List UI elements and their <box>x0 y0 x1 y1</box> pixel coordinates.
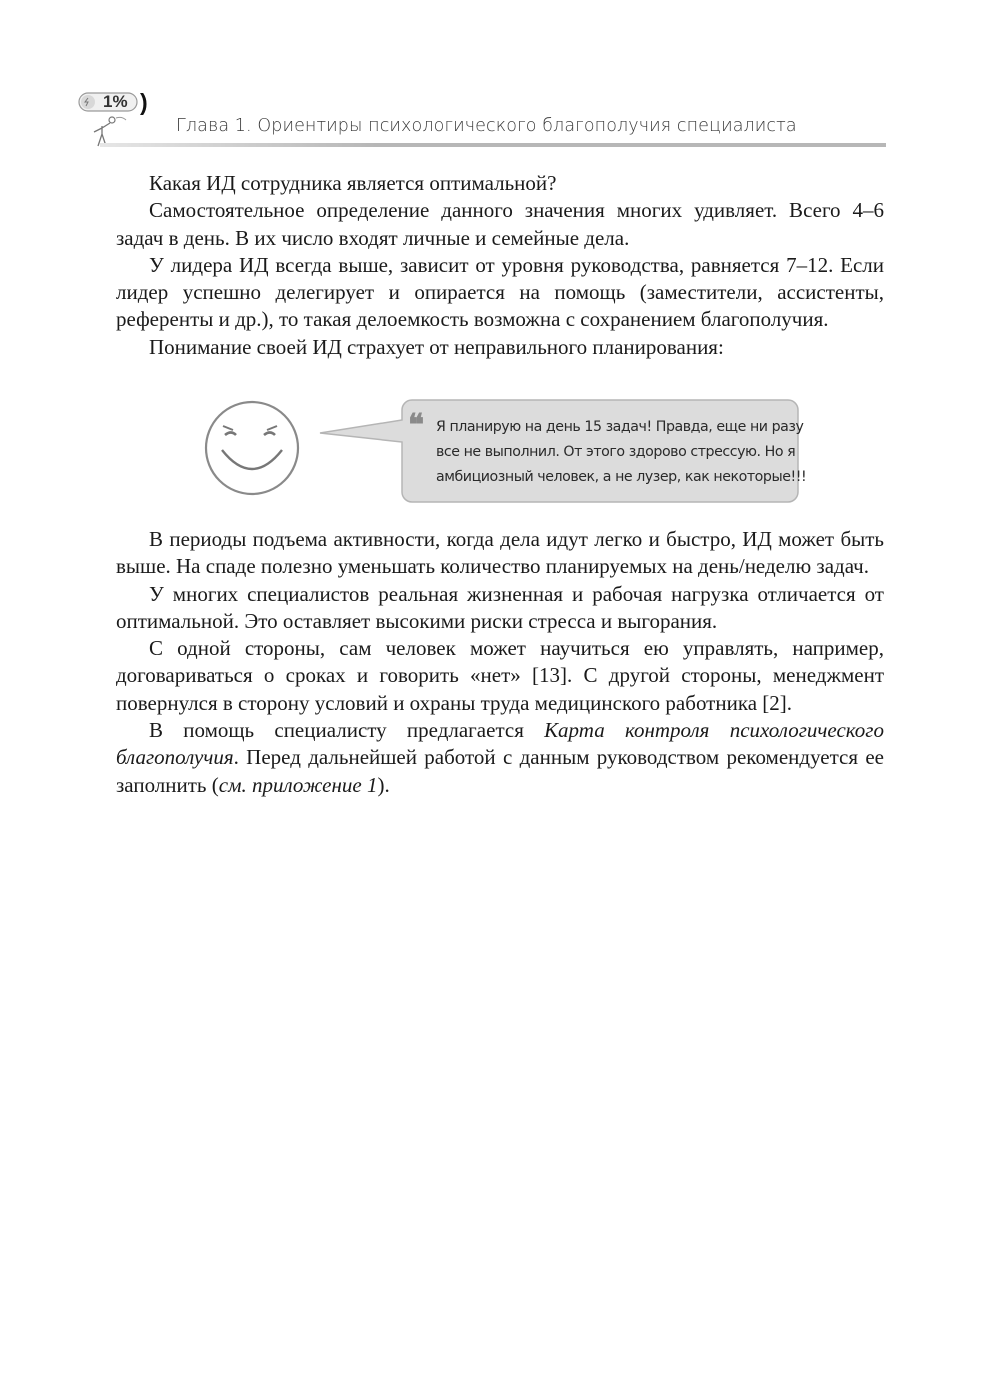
paragraph: Какая ИД сотрудника является оптимальной? <box>149 171 557 195</box>
text-run: . Перед дальнейшей работой с данным руководством рекомендуется ее заполнить ( <box>116 745 884 797</box>
page-header <box>76 88 886 150</box>
percent-badge <box>78 89 148 115</box>
paragraph <box>116 717 884 799</box>
speech-line: Я планирую на день 15 задач! Правда, еще ни разу <box>436 419 804 435</box>
paragraph: В периоды подъема активности, когда дела идут легко и быстро, ИД может быть выше. На спаде полезно уменьшать количество планируемых на день/неделю задач. <box>116 527 884 579</box>
quote-mark-icon: ❝ <box>408 408 425 443</box>
paragraph: С одной стороны, сам человек может научиться ею управлять, например, договариваться о сроках и говорить «нет» [13]. С другой стороны, менеджмент повернулся в сторону условий и охраны труда медицинского работника [2]. <box>116 636 884 715</box>
percent-label: 1% <box>103 92 128 111</box>
speech-line: амбициозный человек, а не лузер, как некоторые!!! <box>436 469 807 485</box>
body-text-top <box>116 170 884 361</box>
text-run: ). <box>377 772 390 797</box>
header-rule <box>100 143 886 147</box>
paragraph: У многих специалистов реальная жизненная и рабочая нагрузка отличается от оптимальной. Это оставляет высокими риски стресса и выгорания. <box>116 581 884 633</box>
body-text-bottom <box>116 526 884 799</box>
speech-illustration <box>200 396 807 508</box>
paragraph: Самостоятельное определение данного значения многих удивляет. Всего 4–6 задач в день. В их число входят личные и семейные дела. <box>116 198 884 250</box>
appendix-reference: см. приложение 1 <box>218 772 378 797</box>
speech-text <box>436 415 807 490</box>
speech-line: все не выполнил. От этого здорово стрессую. Но я <box>436 444 796 460</box>
badge-bracket: ) <box>140 89 148 115</box>
chapter-title: Глава 1. Ориентиры психологического благополучия специалиста <box>176 116 797 136</box>
paragraph: У лидера ИД всегда выше, зависит от уровня руководства, равняется 7–12. Если лидер успешно делегирует и опирается на помощь (заместители, ассистенты, референты и др.), то такая делоемкость возможна с сохранением благополучия. <box>116 252 884 332</box>
text-run: В помощь специалисту предлагается <box>149 718 545 743</box>
paragraph: Понимание своей ИД страхует от неправильного планирования: <box>149 334 724 359</box>
card-title-italic: Карта контроля психологического благополучия <box>116 718 884 770</box>
